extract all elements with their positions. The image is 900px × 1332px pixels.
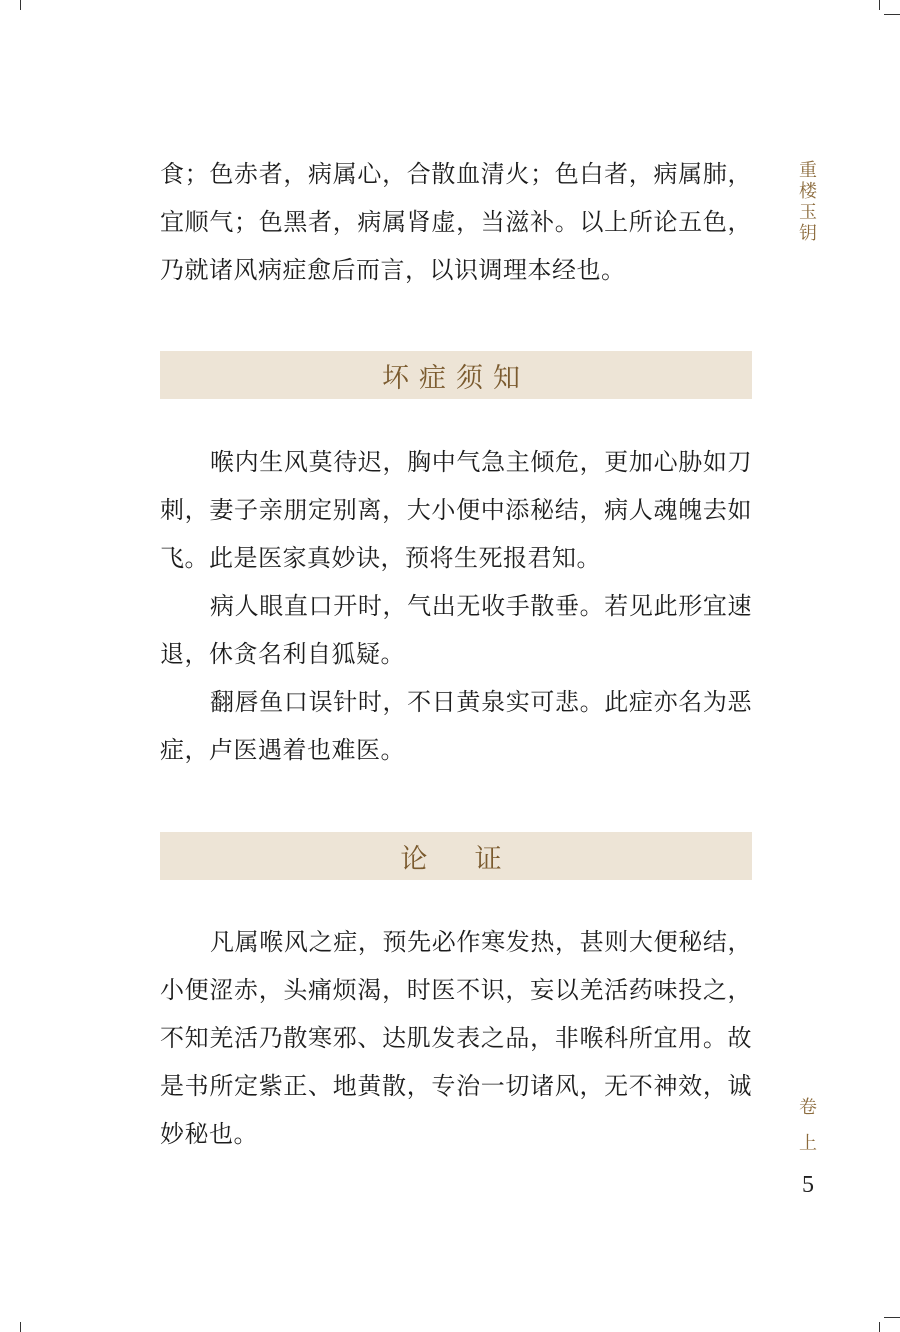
page-number: 5 — [802, 1172, 814, 1198]
crop-mark — [879, 1322, 880, 1332]
book-title-vertical: 重楼玉钥 — [799, 160, 817, 244]
crop-mark — [879, 0, 880, 10]
body-paragraph: 凡属喉风之症，预先必作寒发热，甚则大便秘结，小便涩赤，头痛烦渴，时医不识，妄以羌活药味投之，不知羌活乃散寒邪、达肌发表之品，非喉科所宜用。故是书所定紫正、地黄散，专治一切诸风，无不神效，诚妙秘也。 — [160, 928, 752, 1148]
crop-mark — [20, 1322, 21, 1332]
section-heading-discussion — [160, 832, 752, 880]
body-paragraph: 病人眼直口开时，气出无收手散垂。若见此形宜速退，休贪名利自狐疑。 — [160, 592, 752, 668]
section-heading-text: 论 证 — [400, 843, 512, 875]
section-heading-text: 坏症须知 — [382, 362, 530, 394]
intro-paragraph: 食；色赤者，病属心，合散血清火；色白者，病属肺，宜顺气；色黑者，病属肾虚，当滋补。以上所论五色，乃就诸风病症愈后而言，以识调理本经也。 — [160, 160, 752, 284]
crop-mark — [20, 0, 21, 10]
crop-mark — [884, 1317, 900, 1318]
body-paragraph: 翻唇鱼口误针时，不日黄泉实可悲。此症亦名为恶症，卢医遇着也难医。 — [160, 688, 752, 764]
body-paragraph: 喉内生风莫待迟，胸中气急主倾危，更加心胁如刀刺，妻子亲朋定别离，大小便中添秘结，病人魂魄去如飞。此是医家真妙诀，预将生死报君知。 — [160, 448, 752, 572]
volume-label-vertical: 卷上 — [799, 1097, 817, 1154]
section-heading-bad-symptoms — [160, 351, 752, 399]
crop-mark — [884, 14, 900, 15]
